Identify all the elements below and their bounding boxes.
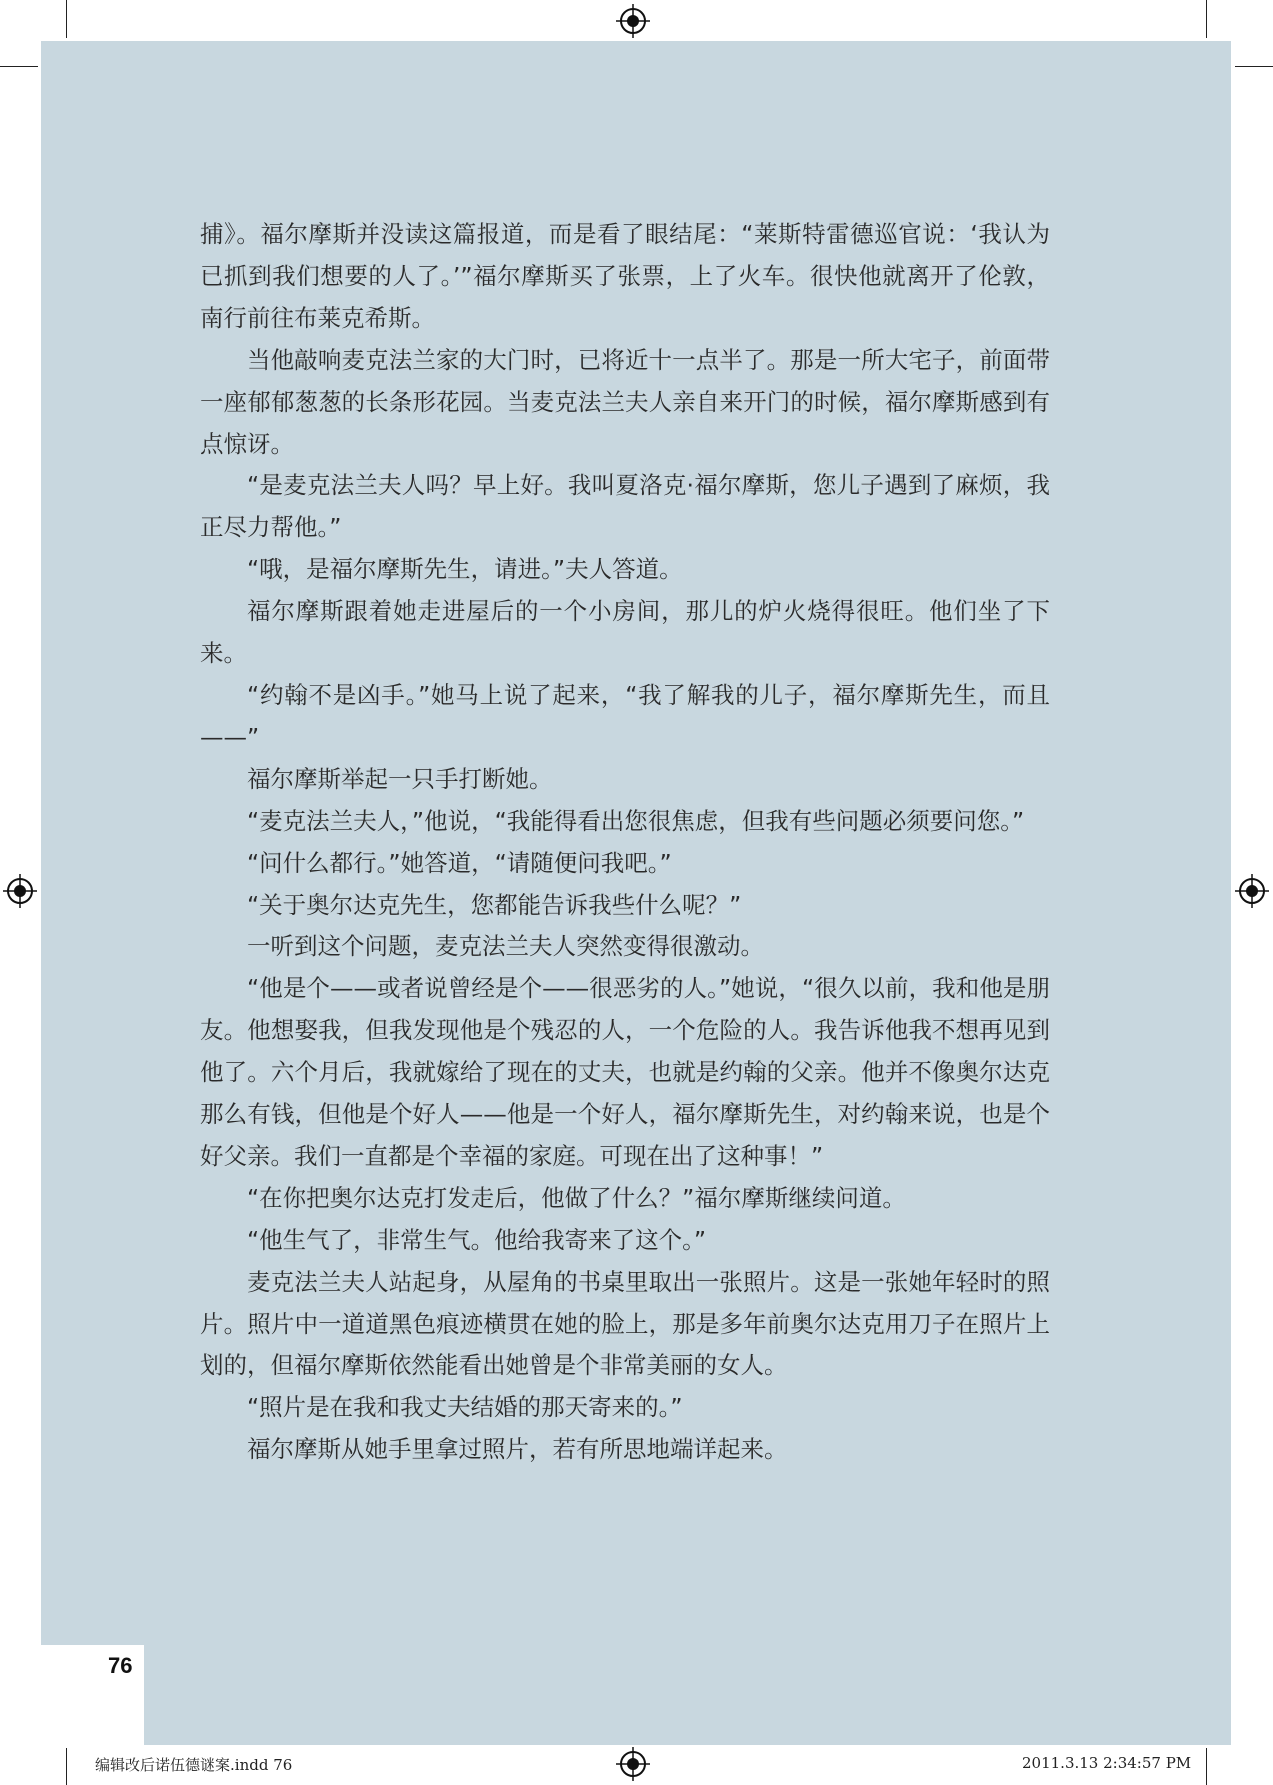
paragraph: 一听到这个问题，麦克法兰夫人突然变得很激动。: [247, 932, 764, 961]
footer-timestamp: 2011.3.13 2:34:57 PM: [1022, 1754, 1192, 1772]
crop-mark-top-left-v: [66, 0, 67, 38]
paragraph: “在你把奥尔达克打发走后，他做了什么？”福尔摩斯继续问道。: [247, 1183, 906, 1212]
paragraph: 麦克法兰夫人站起身，从屋角的书桌里取出一张照片。这是一张她年轻时的照片。照片中一道道黑色痕迹横贯在她的脸上，那是多年前奥尔达克用刀子在照片上划的，但福尔摩斯依然能看出她曾是个非常美丽的女人。: [200, 1267, 1050, 1380]
crop-mark-bottom-right-v: [1206, 1748, 1207, 1785]
paragraph: “照片是在我和我丈夫结婚的那天寄来的。”: [247, 1393, 683, 1422]
paragraph: “麦克法兰夫人，”他说，“我能得看出您很焦虑，但我有些问题必须要问您。”: [247, 806, 1025, 835]
paragraph: 捕》。福尔摩斯并没读这篇报道，而是看了眼结尾：“莱斯特雷德巡官说：‘我认为已抓到我们想要的人了。’”福尔摩斯买了张票，上了火车。很快他就离开了伦敦，南行前往布莱克希斯。: [200, 220, 1050, 332]
page-number: 76: [108, 1653, 133, 1678]
registration-mark-icon: [616, 1747, 650, 1781]
paragraph: 福尔摩斯举起一只手打断她。: [247, 764, 553, 793]
registration-mark-icon: [1235, 874, 1269, 908]
paragraph: “是麦克法兰夫人吗？早上好。我叫夏洛克·福尔摩斯，您儿子遇到了麻烦，我正尽力帮他。”: [200, 471, 1050, 542]
registration-mark-icon: [3, 874, 37, 908]
footer-file-info: 编辑改后诺伍德谜案.indd 76: [95, 1756, 293, 1774]
crop-mark-top-left-h: [0, 66, 38, 67]
paragraph: “哦，是福尔摩斯先生，请进。”夫人答道。: [247, 555, 683, 584]
crop-mark-top-right-h: [1235, 66, 1273, 67]
registration-mark-icon: [616, 4, 650, 38]
paragraph: 福尔摩斯从她手里拿过照片，若有所思地端详起来。: [247, 1435, 788, 1464]
body-text: [200, 214, 1050, 1471]
paragraph: “关于奥尔达克先生，您都能告诉我些什么呢？”: [247, 890, 742, 919]
paragraph: 当他敲响麦克法兰家的大门时，已将近十一点半了。那是一所大宅子，前面带一座郁郁葱葱的长条形花园。当麦克法兰夫人亲自来开门的时候，福尔摩斯感到有点惊讶。: [200, 345, 1050, 458]
paragraph: “他生气了，非常生气。他给我寄来了这个。”: [247, 1225, 707, 1254]
paragraph: “他是个——或者说曾经是个——很恶劣的人。”她说，“很久以前，我和他是朋友。他想娶我，但我发现他是个残忍的人，一个危险的人。我告诉他我不想再见到他了。六个月后，我就嫁给了现在的丈夫，也就是约翰的父亲。他并不像奥尔达克那么有钱，但他是个好人——他是一个好人，福尔摩斯先生，对约翰来说，也是个好父亲。我们一直都是个幸福的家庭。可现在出了这种事！”: [200, 974, 1050, 1170]
paragraph: “约翰不是凶手。”她马上说了起来，“我了解我的儿子，福尔摩斯先生，而且——”: [200, 680, 1050, 751]
crop-mark-bottom-left-v: [66, 1748, 67, 1785]
paragraph: “问什么都行。”她答道，“请随便问我吧。”: [247, 848, 672, 877]
paragraph: 福尔摩斯跟着她走进屋后的一个小房间，那儿的炉火烧得很旺。他们坐了下来。: [200, 597, 1050, 668]
crop-mark-top-right-v: [1206, 0, 1207, 38]
